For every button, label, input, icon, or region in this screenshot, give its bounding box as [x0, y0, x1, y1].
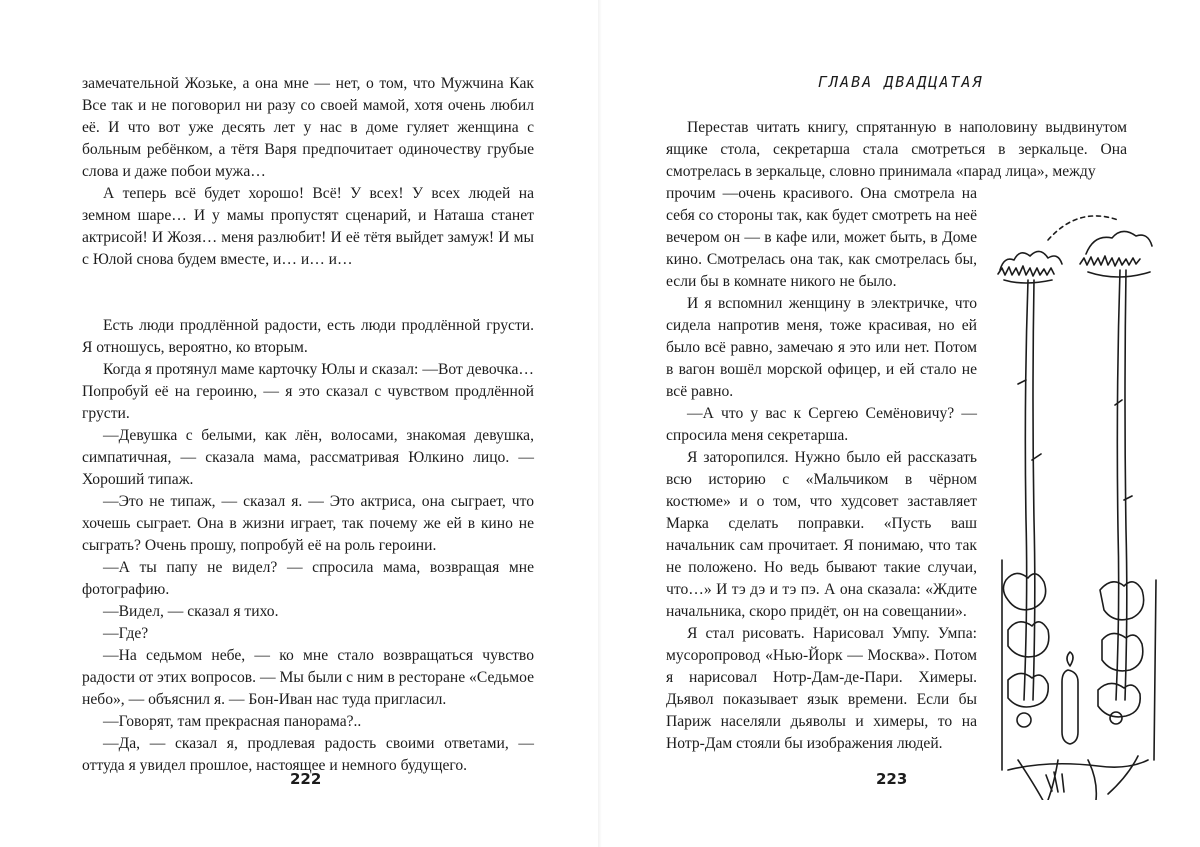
chapter-title: ГЛАВА ДВАДЦАТАЯ [818, 73, 984, 91]
paragraph: прочим —очень красивого. Она смотрела на себя со стороны так, как будет смотреть на неё вечером он — в кафе или, может быть, в Доме кино. Смотрелась она так, как смотрелась бы, если бы в комнате никого не было. [666, 185, 977, 290]
left-page-text [82, 73, 534, 777]
paragraph: И я вспомнил женщину в электричке, что сидела напротив меня, тоже красивая, но ей было всё равно, замечаю я это или нет. Потом в вагон вошёл морской офицер, и ей стало не всё равно. [666, 295, 977, 400]
paragraph: —Говорят, там прекрасная панорама?.. [103, 713, 362, 730]
page-number: 223 [876, 770, 908, 788]
paragraph: —Девушка с белыми, как лён, волосами, знакомая девушка, симпатичная, — сказала мама, рассматривая Юлкино лицо. — Хороший типаж. [82, 427, 534, 488]
paragraph: Я заторопился. Нужно было ей рассказать всю историю с «Мальчиком в чёрном костюме» и о том, что худсовет заставляет Марка сделать поправки. «Пусть ваш начальник сам прочитает. Я понимаю, что так не положено. Но ведь бывают такие случаи, что…» И тэ дэ и тэ пэ. А она сказала: «Ждите начальника, скоро придёт, он на совещании». [666, 449, 977, 620]
paragraph: —А что у вас к Сергею Семёновичу? — спросила меня секретарша. [666, 405, 977, 444]
right-page-text [666, 183, 977, 755]
page-number: 222 [290, 770, 322, 788]
paragraph: Перестав читать книгу, спрятанную в наполовину выдвинутом ящике стола, секретарша стала смотреться в зеркальце. Она смотрелась в зеркальце, словно принимала «парад лица», между [666, 119, 1127, 180]
paragraph: Есть люди продлённой радости, есть люди продлённой грусти. Я отношусь, вероятно, ко вторым. [82, 317, 534, 356]
paragraph: —Да, — сказал я, продлевая радость своими ответами, — оттуда я увидел прошлое, настоящее и немного будущего. [82, 735, 534, 774]
paragraph: —На седьмом небе, — ко мне стало возвращаться чувство радости от этих вопросов. — Мы были с ним в ресторане «Седьмое небо», — объяснил я. — Бон-Иван нас туда пригласил. [82, 647, 534, 708]
paragraph: —Где? [103, 625, 149, 642]
paragraph: —Это не типаж, — сказал я. — Это актриса, она сыграет, что хочешь сыграет. Она в жизни играет, так почему же ей в кино не сыграть? Очень прошу, попробуй её на роль героини. [82, 493, 534, 554]
right-page [600, 0, 1200, 847]
paragraph: —А ты папу не видел? — спросила мама, возвращая мне фотографию. [82, 559, 534, 598]
paragraph: замечательной Жозьке, а она мне — нет, о том, что Мужчина Как Все так и не поговорил ни разу со своей мамой, хотя очень любил её. И что вот уже десять лет у нас в доме гуляет женщина с больным ребёнком, а тётя Варя предпочитает одиночеству грубые слова и даже побои мужа… [82, 75, 534, 180]
paragraph: Я стал рисовать. Нарисовал Умпу. Умпа: мусоропровод «Нью-Йорк — Москва». Потом я нарисовал Нотр-Дам-де-Пари. Химеры. Дьявол показывает язык времени. Если бы Париж населяли дьяволы и химеры, то на Нотр-Дам стояли бы изображения людей. [666, 625, 977, 752]
pen-sketch-trees-icon [988, 200, 1168, 800]
paragraph: —Видел, — сказал я тихо. [103, 603, 279, 620]
right-page-lead-text [666, 117, 1127, 183]
paragraph: Когда я протянул маме карточку Юлы и сказал: —Вот девочка… Попробуй её на героиню, — я это сказал с чувством продлённой грусти. [82, 361, 534, 422]
paragraph: А теперь всё будет хорошо! Всё! У всех! У всех людей на земном шаре… И у мамы пропустят сценарий, и Наташа станет актрисой! И Жозя… меня разлюбит! И её тётя выйдет замуж! И мы с Юлой снова будем вместе, и… и… и… [82, 185, 534, 268]
